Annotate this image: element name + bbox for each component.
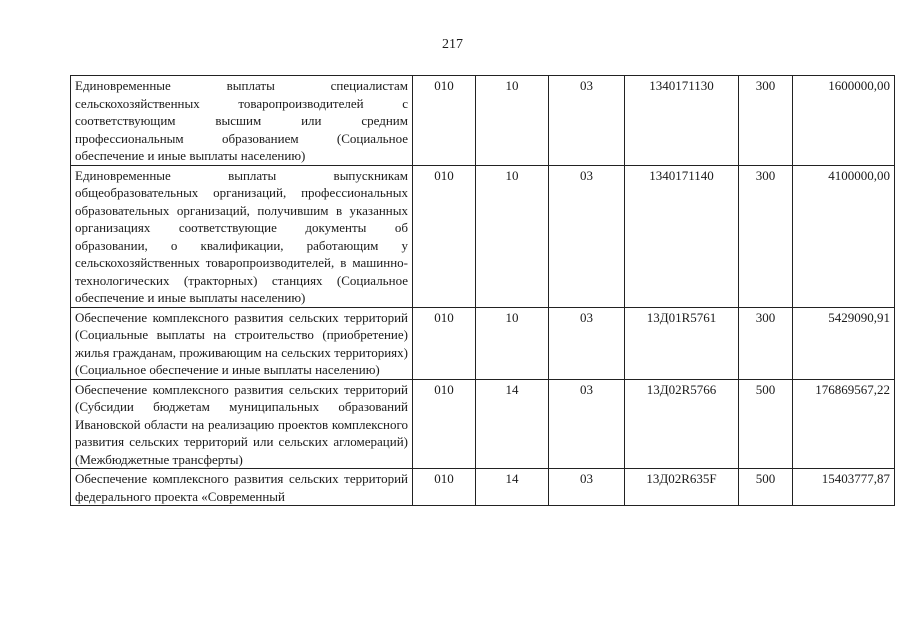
ministry-code: 010 bbox=[413, 165, 476, 307]
amount: 4100000,00 bbox=[793, 165, 895, 307]
row-description: Единовременные выплаты выпускникам общеобразовательных организаций, профессиональных образовательных организаций, получившим в указанных организациях соответствующие документы об образовании, о квалификации, работающим у сельскохозяйственных товаропроизводителей, в машинно-технологических (тракторных) станциях (Социальное обеспечение и иные выплаты населению) bbox=[71, 165, 413, 307]
table-row bbox=[71, 307, 895, 379]
amount: 5429090,91 bbox=[793, 307, 895, 379]
subsection-code: 03 bbox=[549, 76, 625, 166]
expense-type-code: 300 bbox=[739, 76, 793, 166]
section-code: 14 bbox=[476, 469, 549, 506]
table-row bbox=[71, 76, 895, 166]
amount: 1600000,00 bbox=[793, 76, 895, 166]
ministry-code: 010 bbox=[413, 76, 476, 166]
row-description: Обеспечение комплексного развития сельских территорий (Субсидии бюджетам муниципальных образований Ивановской области на реализацию проектов комплексного развития сельских территорий или сельских агломераций) (Межбюджетные трансферты) bbox=[71, 379, 413, 469]
section-code: 10 bbox=[476, 307, 549, 379]
expense-type-code: 300 bbox=[739, 165, 793, 307]
row-description: Обеспечение комплексного развития сельских территорий (Социальные выплаты на строительство (приобретение) жилья гражданам, проживающим на сельских территориях) (Социальное обеспечение и иные выплаты населению) bbox=[71, 307, 413, 379]
subsection-code: 03 bbox=[549, 379, 625, 469]
ministry-code: 010 bbox=[413, 307, 476, 379]
target-article-code: 13Д02R635F bbox=[625, 469, 739, 506]
target-article-code: 1340171130 bbox=[625, 76, 739, 166]
target-article-code: 1340171140 bbox=[625, 165, 739, 307]
subsection-code: 03 bbox=[549, 469, 625, 506]
row-description: Единовременные выплаты специалистам сельскохозяйственных товаропроизводителей с соответствующим высшим или средним профессиональным образованием (Социальное обеспечение и иные выплаты населению) bbox=[71, 76, 413, 166]
section-code: 14 bbox=[476, 379, 549, 469]
expense-type-code: 300 bbox=[739, 307, 793, 379]
subsection-code: 03 bbox=[549, 307, 625, 379]
row-description: Обеспечение комплексного развития сельских территорий федерального проекта «Современный bbox=[71, 469, 413, 506]
table-row bbox=[71, 165, 895, 307]
target-article-code: 13Д02R5766 bbox=[625, 379, 739, 469]
budget-table bbox=[70, 75, 895, 506]
subsection-code: 03 bbox=[549, 165, 625, 307]
section-code: 10 bbox=[476, 76, 549, 166]
ministry-code: 010 bbox=[413, 469, 476, 506]
section-code: 10 bbox=[476, 165, 549, 307]
amount: 15403777,87 bbox=[793, 469, 895, 506]
table-row bbox=[71, 469, 895, 506]
table-row bbox=[71, 379, 895, 469]
page-number: 217 bbox=[442, 37, 463, 52]
target-article-code: 13Д01R5761 bbox=[625, 307, 739, 379]
expense-type-code: 500 bbox=[739, 469, 793, 506]
expense-type-code: 500 bbox=[739, 379, 793, 469]
amount: 176869567,22 bbox=[793, 379, 895, 469]
ministry-code: 010 bbox=[413, 379, 476, 469]
